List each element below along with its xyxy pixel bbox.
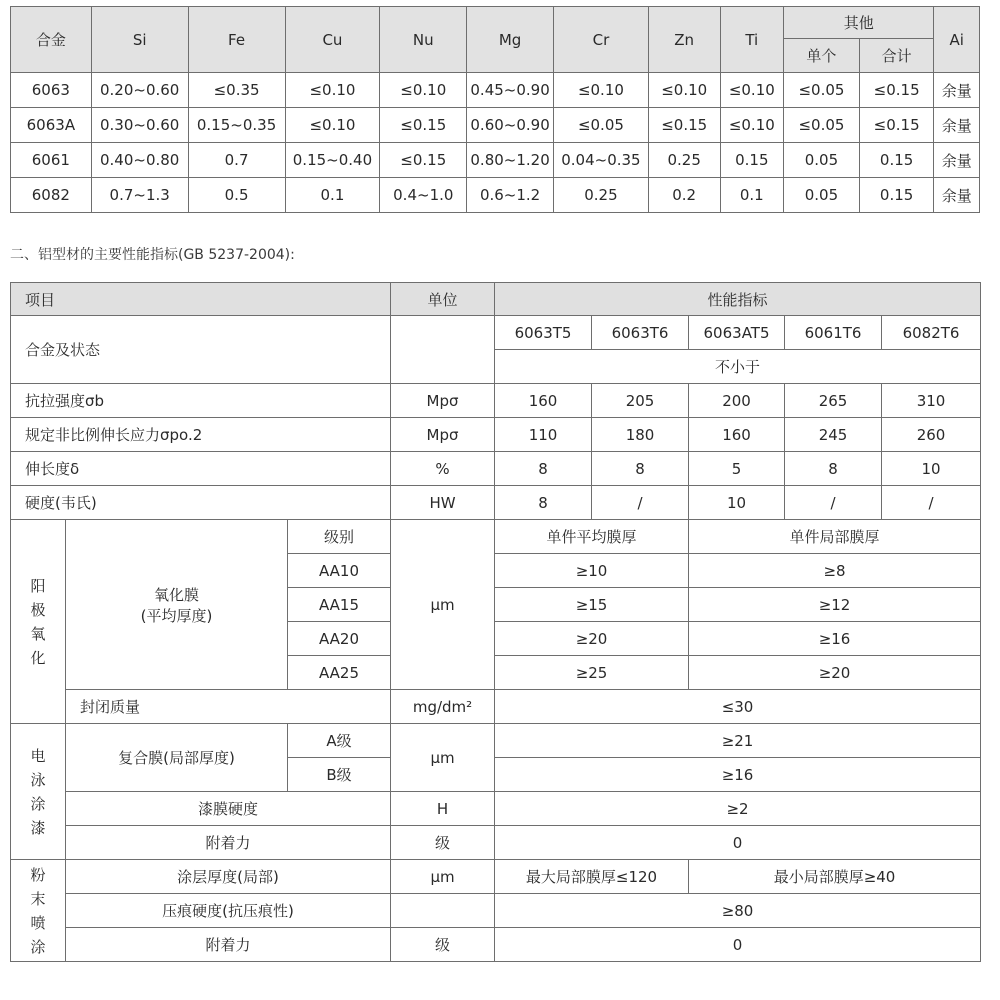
anod-unit: μm <box>391 520 495 690</box>
film-label <box>66 520 288 690</box>
header-single: 单个 <box>784 39 860 73</box>
state-cell: 6061T6 <box>785 316 882 350</box>
cell: ≤0.05 <box>553 108 648 143</box>
header-other: 其他 <box>784 7 934 39</box>
header-ti: Ti <box>720 7 784 73</box>
state-cell: 6082T6 <box>882 316 981 350</box>
grade-cell: AA15 <box>288 588 391 622</box>
cell: 0.80~1.20 <box>467 143 554 178</box>
cell: ≥10 <box>495 554 689 588</box>
cell: 6063A <box>11 108 92 143</box>
table-row <box>11 384 981 418</box>
cell: / <box>592 486 689 520</box>
row-label: 硬度(韦氏) <box>11 486 391 520</box>
cell: 0.04~0.35 <box>553 143 648 178</box>
seal-value: ≤30 <box>495 690 981 724</box>
cell: ≥20 <box>689 656 981 690</box>
cell: 6063 <box>11 73 92 108</box>
cell: ≤0.05 <box>784 73 860 108</box>
coating-thickness-unit: μm <box>391 860 495 894</box>
electro-group-label <box>11 724 66 860</box>
avg-thickness-header: 单件平均膜厚 <box>495 520 689 554</box>
cell: ≤0.15 <box>859 73 934 108</box>
cell: ≤0.15 <box>380 108 467 143</box>
min-local-thickness: 最小局部膜厚≥40 <box>689 860 981 894</box>
cell: 0.5 <box>188 178 285 213</box>
grade-cell: AA25 <box>288 656 391 690</box>
cell: 8 <box>592 452 689 486</box>
cell: 310 <box>882 384 981 418</box>
header-mg: Mg <box>467 7 554 73</box>
cell: ≥8 <box>689 554 981 588</box>
header-item: 项目 <box>11 283 391 316</box>
cell: 265 <box>785 384 882 418</box>
table-row <box>11 826 981 860</box>
cell: ≥20 <box>495 622 689 656</box>
cell: 0.05 <box>784 143 860 178</box>
header-si: Si <box>91 7 188 73</box>
b-grade: B级 <box>288 758 391 792</box>
header-zn: Zn <box>648 7 720 73</box>
performance-table <box>10 282 981 962</box>
cell: ≥25 <box>495 656 689 690</box>
header-nu: Nu <box>380 7 467 73</box>
max-local-thickness: 最大局部膜厚≤120 <box>495 860 689 894</box>
powder-group-text: 粉末喷涂 <box>30 865 46 956</box>
header-ai: Ai <box>934 7 980 73</box>
header-unit: 单位 <box>391 283 495 316</box>
electro-adhesion-label: 附着力 <box>66 826 391 860</box>
film-title: 氧化膜 <box>153 585 199 604</box>
composite-label: 复合膜(局部厚度) <box>66 724 288 792</box>
cell: 余量 <box>934 178 980 213</box>
table-row <box>11 418 981 452</box>
cell: ≤0.15 <box>648 108 720 143</box>
cell: 200 <box>689 384 785 418</box>
cell: 0.20~0.60 <box>91 73 188 108</box>
paint-hardness-label: 漆膜硬度 <box>66 792 391 826</box>
cell: 10 <box>689 486 785 520</box>
paint-hardness-unit: H <box>391 792 495 826</box>
electro-unit: μm <box>391 724 495 792</box>
powder-adhesion-label: 附着力 <box>66 928 391 962</box>
cell: 余量 <box>934 108 980 143</box>
table-row <box>11 860 981 894</box>
seal-unit: mg/dm² <box>391 690 495 724</box>
cell: 0.1 <box>285 178 380 213</box>
electro-group-text: 电泳涂漆 <box>30 746 46 837</box>
cell: 8 <box>495 452 592 486</box>
cell: / <box>882 486 981 520</box>
cell: 110 <box>495 418 592 452</box>
state-cell: 6063T6 <box>592 316 689 350</box>
cell: ≤0.35 <box>188 73 285 108</box>
cell: 0.60~0.90 <box>467 108 554 143</box>
indent-hardness-label: 压痕硬度(抗压痕性) <box>66 894 391 928</box>
cell: ≤0.15 <box>859 108 934 143</box>
unit-cell: HW <box>391 486 495 520</box>
cell: ≤0.10 <box>720 73 784 108</box>
table-row <box>11 690 981 724</box>
cell: 180 <box>592 418 689 452</box>
cell: 0.15 <box>859 178 934 213</box>
cell: ≤0.10 <box>285 73 380 108</box>
not-less-label: 不小于 <box>495 350 981 384</box>
unit-cell: % <box>391 452 495 486</box>
cell: 0.45~0.90 <box>467 73 554 108</box>
cell: ≥15 <box>495 588 689 622</box>
seal-label: 封闭质量 <box>66 690 391 724</box>
paint-hardness-value: ≥2 <box>495 792 981 826</box>
b-value: ≥16 <box>495 758 981 792</box>
cell: 0.6~1.2 <box>467 178 554 213</box>
table-row <box>11 108 980 143</box>
cell: ≤0.15 <box>380 143 467 178</box>
table-row <box>11 143 980 178</box>
cell: ≤0.10 <box>380 73 467 108</box>
cell: ≤0.10 <box>648 73 720 108</box>
cell: 0.40~0.80 <box>91 143 188 178</box>
cell: 6082 <box>11 178 92 213</box>
cell: 0.25 <box>648 143 720 178</box>
cell: ≤0.05 <box>784 108 860 143</box>
cell: 0.30~0.60 <box>91 108 188 143</box>
local-thickness-header: 单件局部膜厚 <box>689 520 981 554</box>
table-row <box>11 73 980 108</box>
cell: 余量 <box>934 73 980 108</box>
cell: ≥16 <box>689 622 981 656</box>
cell: / <box>785 486 882 520</box>
table-row <box>11 792 981 826</box>
cell: 245 <box>785 418 882 452</box>
a-value: ≥21 <box>495 724 981 758</box>
unit-cell: Mpσ <box>391 418 495 452</box>
unit-cell: Mpσ <box>391 384 495 418</box>
indent-hardness-value: ≥80 <box>495 894 981 928</box>
cell: 205 <box>592 384 689 418</box>
header-index: 性能指标 <box>495 283 981 316</box>
alloy-state-label: 合金及状态 <box>11 316 391 384</box>
powder-adhesion-unit: 级 <box>391 928 495 962</box>
section-title: 二、铝型材的主要性能指标(GB 5237-2004): <box>10 247 295 263</box>
cell: 10 <box>882 452 981 486</box>
cell: 0.2 <box>648 178 720 213</box>
powder-adhesion-value: 0 <box>495 928 981 962</box>
cell: 0.7~1.3 <box>91 178 188 213</box>
cell: 0.1 <box>720 178 784 213</box>
cell: ≤0.10 <box>553 73 648 108</box>
table-row <box>11 486 981 520</box>
cell: 0.15 <box>720 143 784 178</box>
cell: 5 <box>689 452 785 486</box>
state-cell: 6063AT5 <box>689 316 785 350</box>
header-total: 合计 <box>859 39 934 73</box>
electro-adhesion-value: 0 <box>495 826 981 860</box>
cell: 0.05 <box>784 178 860 213</box>
cell: 0.7 <box>188 143 285 178</box>
row-label: 规定非比例伸长应力σpo.2 <box>11 418 391 452</box>
table-row <box>11 928 981 962</box>
cell: 0.15~0.40 <box>285 143 380 178</box>
cell: 8 <box>495 486 592 520</box>
grade-cell: AA20 <box>288 622 391 656</box>
indent-hardness-unit <box>391 894 495 928</box>
table-row <box>11 452 981 486</box>
anod-group-label <box>11 520 66 724</box>
header-cu: Cu <box>285 7 380 73</box>
header-cr: Cr <box>553 7 648 73</box>
anod-group-text: 阳极氧化 <box>30 576 46 667</box>
electro-adhesion-unit: 级 <box>391 826 495 860</box>
cell: 6061 <box>11 143 92 178</box>
header-alloy: 合金 <box>11 7 92 73</box>
row-label: 伸长度δ <box>11 452 391 486</box>
cell: ≤0.10 <box>720 108 784 143</box>
cell: 0.15~0.35 <box>188 108 285 143</box>
cell: 0.4~1.0 <box>380 178 467 213</box>
header-fe: Fe <box>188 7 285 73</box>
state-cell: 6063T5 <box>495 316 592 350</box>
grade-cell: AA10 <box>288 554 391 588</box>
row-label: 抗拉强度σb <box>11 384 391 418</box>
composition-table <box>10 6 980 213</box>
cell: 0.15 <box>859 143 934 178</box>
film-subtitle: (平均厚度) <box>140 606 213 625</box>
cell: 0.25 <box>553 178 648 213</box>
table-row <box>11 894 981 928</box>
cell: 余量 <box>934 143 980 178</box>
coating-thickness-label: 涂层厚度(局部) <box>66 860 391 894</box>
powder-group-label <box>11 860 66 962</box>
grade-header: 级别 <box>288 520 391 554</box>
a-grade: A级 <box>288 724 391 758</box>
table-row <box>11 178 980 213</box>
cell: 260 <box>882 418 981 452</box>
alloy-state-unit <box>391 316 495 384</box>
cell: ≥12 <box>689 588 981 622</box>
cell: ≤0.10 <box>285 108 380 143</box>
cell: 160 <box>689 418 785 452</box>
cell: 160 <box>495 384 592 418</box>
cell: 8 <box>785 452 882 486</box>
